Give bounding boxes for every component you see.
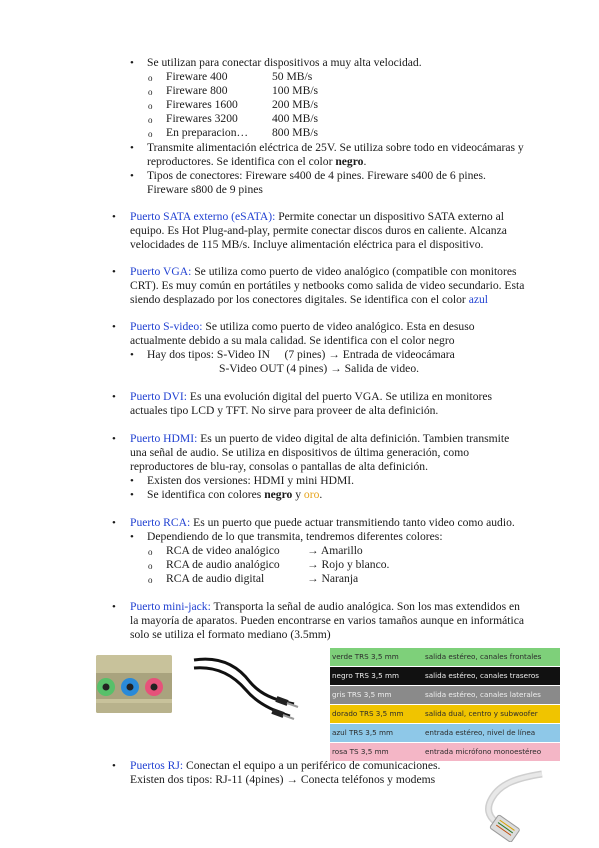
firewire-intro: Se utilizan para conectar dispositivos a muy alta velocidad.: [147, 56, 422, 69]
bullet: •: [112, 517, 116, 529]
bullet: •: [112, 211, 116, 223]
minijack-title: Puerto mini-jack:: [130, 600, 211, 613]
bullet: o: [148, 87, 153, 97]
table-row: dorado TRS 3,5 mm salida dual, centro y subwoofer: [330, 705, 560, 723]
rj-line2: Existen dos tipos: RJ-11 (4pines) → Conecta teléfonos y modems: [130, 773, 436, 786]
speed-value: 50 MB/s: [272, 70, 313, 83]
minijack-line2: la mayoría de aparatos. Pueden encontrarse en varios tamaños aunque en informática: [130, 614, 525, 627]
minijack-cable-photo: [190, 654, 300, 724]
rj45-cable-photo: [456, 770, 548, 842]
minijack-line1: Puerto mini-jack: Transporta la señal de audio analógica. Son los mas extendidos en: [130, 600, 520, 613]
bullet: •: [130, 57, 134, 69]
dvi-title: Puerto DVI:: [130, 390, 187, 403]
firewire-power-line1: Transmite alimentación eléctrica de 25V. Se utiliza sobre todo en videocámaras y: [147, 141, 524, 154]
svideo-title: Puerto S-video:: [130, 320, 203, 333]
bullet: •: [130, 170, 134, 182]
rca-item-name: RCA de audio analógico: [166, 558, 280, 571]
firewire-power-line2: reproductores. Se identifica con el color negro.: [147, 155, 367, 168]
hdmi-sub2: Se identifica con colores negro y oro.: [147, 488, 323, 501]
bullet: o: [148, 547, 153, 557]
bullet: o: [148, 101, 153, 111]
bullet: •: [112, 391, 116, 403]
svideo-sub2: S-Video OUT (4 pines) → Salida de video.: [219, 362, 420, 375]
hdmi-line1: Puerto HDMI: Es un puerto de video digital de alta definición. Tambien transmite: [130, 432, 510, 445]
hdmi-title: Puerto HDMI:: [130, 432, 198, 445]
vga-line1: Puerto VGA: Se utiliza como puerto de video analógico (compatible con monitores: [130, 265, 517, 278]
bullet: o: [148, 561, 153, 571]
svideo-line2: actualmente debido a su mala calidad. Se identifica con el color negro: [130, 334, 455, 347]
esata-line3: velocidades de 115 MB/s. Incluye alimentación eléctrica para el dispositivo.: [130, 238, 484, 251]
speed-value: 100 MB/s: [272, 84, 319, 97]
table-row: negro TRS 3,5 mm salida estéreo, canales traseros: [330, 667, 560, 685]
table-row: rosa TS 3,5 mm entrada micrófono monoestéreo: [330, 743, 560, 761]
rca-sub1: Dependiendo de lo que transmita, tendremos diferentes colores:: [147, 530, 443, 543]
speed-name: Fireware 800: [166, 84, 228, 97]
speed-value: 200 MB/s: [272, 98, 319, 111]
bullet: •: [112, 601, 116, 613]
rca-item-name: RCA de audio digital: [166, 572, 265, 585]
table-row: azul TRS 3,5 mm entrada estéreo, nivel de línea: [330, 724, 560, 742]
esata-title: Puerto SATA externo (eSATA):: [130, 210, 276, 223]
rca-item-color: → Rojo y blanco.: [307, 558, 390, 571]
rca-item-name: RCA de video analógico: [166, 544, 280, 557]
dvi-line2: actuales tipo LCD y TFT. No sirve para proveer de alta definición.: [130, 404, 439, 417]
rca-line1: Puerto RCA: Es un puerto que puede actuar transmitiendo tanto video como audio.: [130, 516, 515, 529]
bullet: o: [148, 115, 153, 125]
svideo-line1: Puerto S-video: Se utiliza como puerto de video analógico. Esta en desuso: [130, 320, 475, 333]
color-azul: azul: [468, 293, 488, 306]
speed-name: Firewares 1600: [166, 98, 238, 111]
speed-name: Fireware 400: [166, 70, 228, 83]
svideo-sub1: Hay dos tipos: S-Video IN (7 pines) → Entrada de videocámara: [147, 348, 455, 361]
bullet: •: [130, 349, 134, 361]
speed-value: 800 MB/s: [272, 126, 319, 139]
rj-line1: Puertos RJ: Conectan el equipo a un periférico de comunicaciones.: [130, 759, 441, 772]
minijack-line3: solo se utiliza el formato mediano (3.5mm): [130, 628, 331, 641]
color-negro: negro: [264, 488, 293, 501]
bullet: •: [130, 531, 134, 543]
vga-title: Puerto VGA:: [130, 265, 192, 278]
esata-line1: Puerto SATA externo (eSATA): Permite conectar un dispositivo SATA externo al: [130, 210, 504, 223]
dvi-line1: Puerto DVI: Es una evolución digital del puerto VGA. Se utiliza en monitores: [130, 390, 493, 403]
rca-item-color: → Amarillo: [307, 544, 363, 557]
hdmi-line2: una señal de audio. Se utiliza en dispositivos de última generación, como: [130, 446, 470, 459]
table-row: gris TRS 3,5 mm salida estéreo, canales laterales: [330, 686, 560, 704]
bullet: •: [130, 489, 134, 501]
rj-title: Puertos RJ:: [130, 759, 184, 772]
audio-ports-photo: [96, 655, 172, 713]
color-oro: oro: [303, 488, 320, 501]
bullet: o: [148, 73, 153, 83]
hdmi-line3: reproductores de blu-ray, consolas o pantallas de alta definición.: [130, 460, 429, 473]
rca-title: Puerto RCA:: [130, 516, 191, 529]
vga-line2: CRT). Es muy común en portátiles y netbooks como salida de video secundario. Esta: [130, 279, 525, 292]
bullet: •: [112, 433, 116, 445]
speed-value: 400 MB/s: [272, 112, 319, 125]
bullet: o: [148, 575, 153, 585]
esata-line2: equipo. Es Hot Plug-and-play, permite conectar discos duros en caliente. Alcanza: [130, 224, 507, 237]
firewire-types-line2: Fireware s800 de 9 pines: [147, 183, 263, 196]
table-row: verde TRS 3,5 mm salida estéreo, canales frontales: [330, 648, 560, 666]
bullet: •: [112, 760, 116, 772]
bullet: •: [112, 321, 116, 333]
bullet: •: [112, 266, 116, 278]
rca-item-color: → Naranja: [307, 572, 359, 585]
speed-name: En preparacion…: [166, 126, 249, 139]
hdmi-sub1: Existen dos versiones: HDMI y mini HDMI.: [147, 474, 355, 487]
firewire-types-line1: Tipos de conectores: Fireware s400 de 4 pines. Fireware s400 de 6 pines.: [147, 169, 486, 182]
speed-name: Firewares 3200: [166, 112, 238, 125]
bullet: o: [148, 129, 153, 139]
bullet: •: [130, 475, 134, 487]
vga-line3: siendo desplazado por los conectores digitales. Se identifica con el color azul: [130, 293, 488, 306]
jack-color-table: [330, 648, 560, 762]
bullet: •: [130, 142, 134, 154]
color-negro: negro: [335, 155, 364, 168]
